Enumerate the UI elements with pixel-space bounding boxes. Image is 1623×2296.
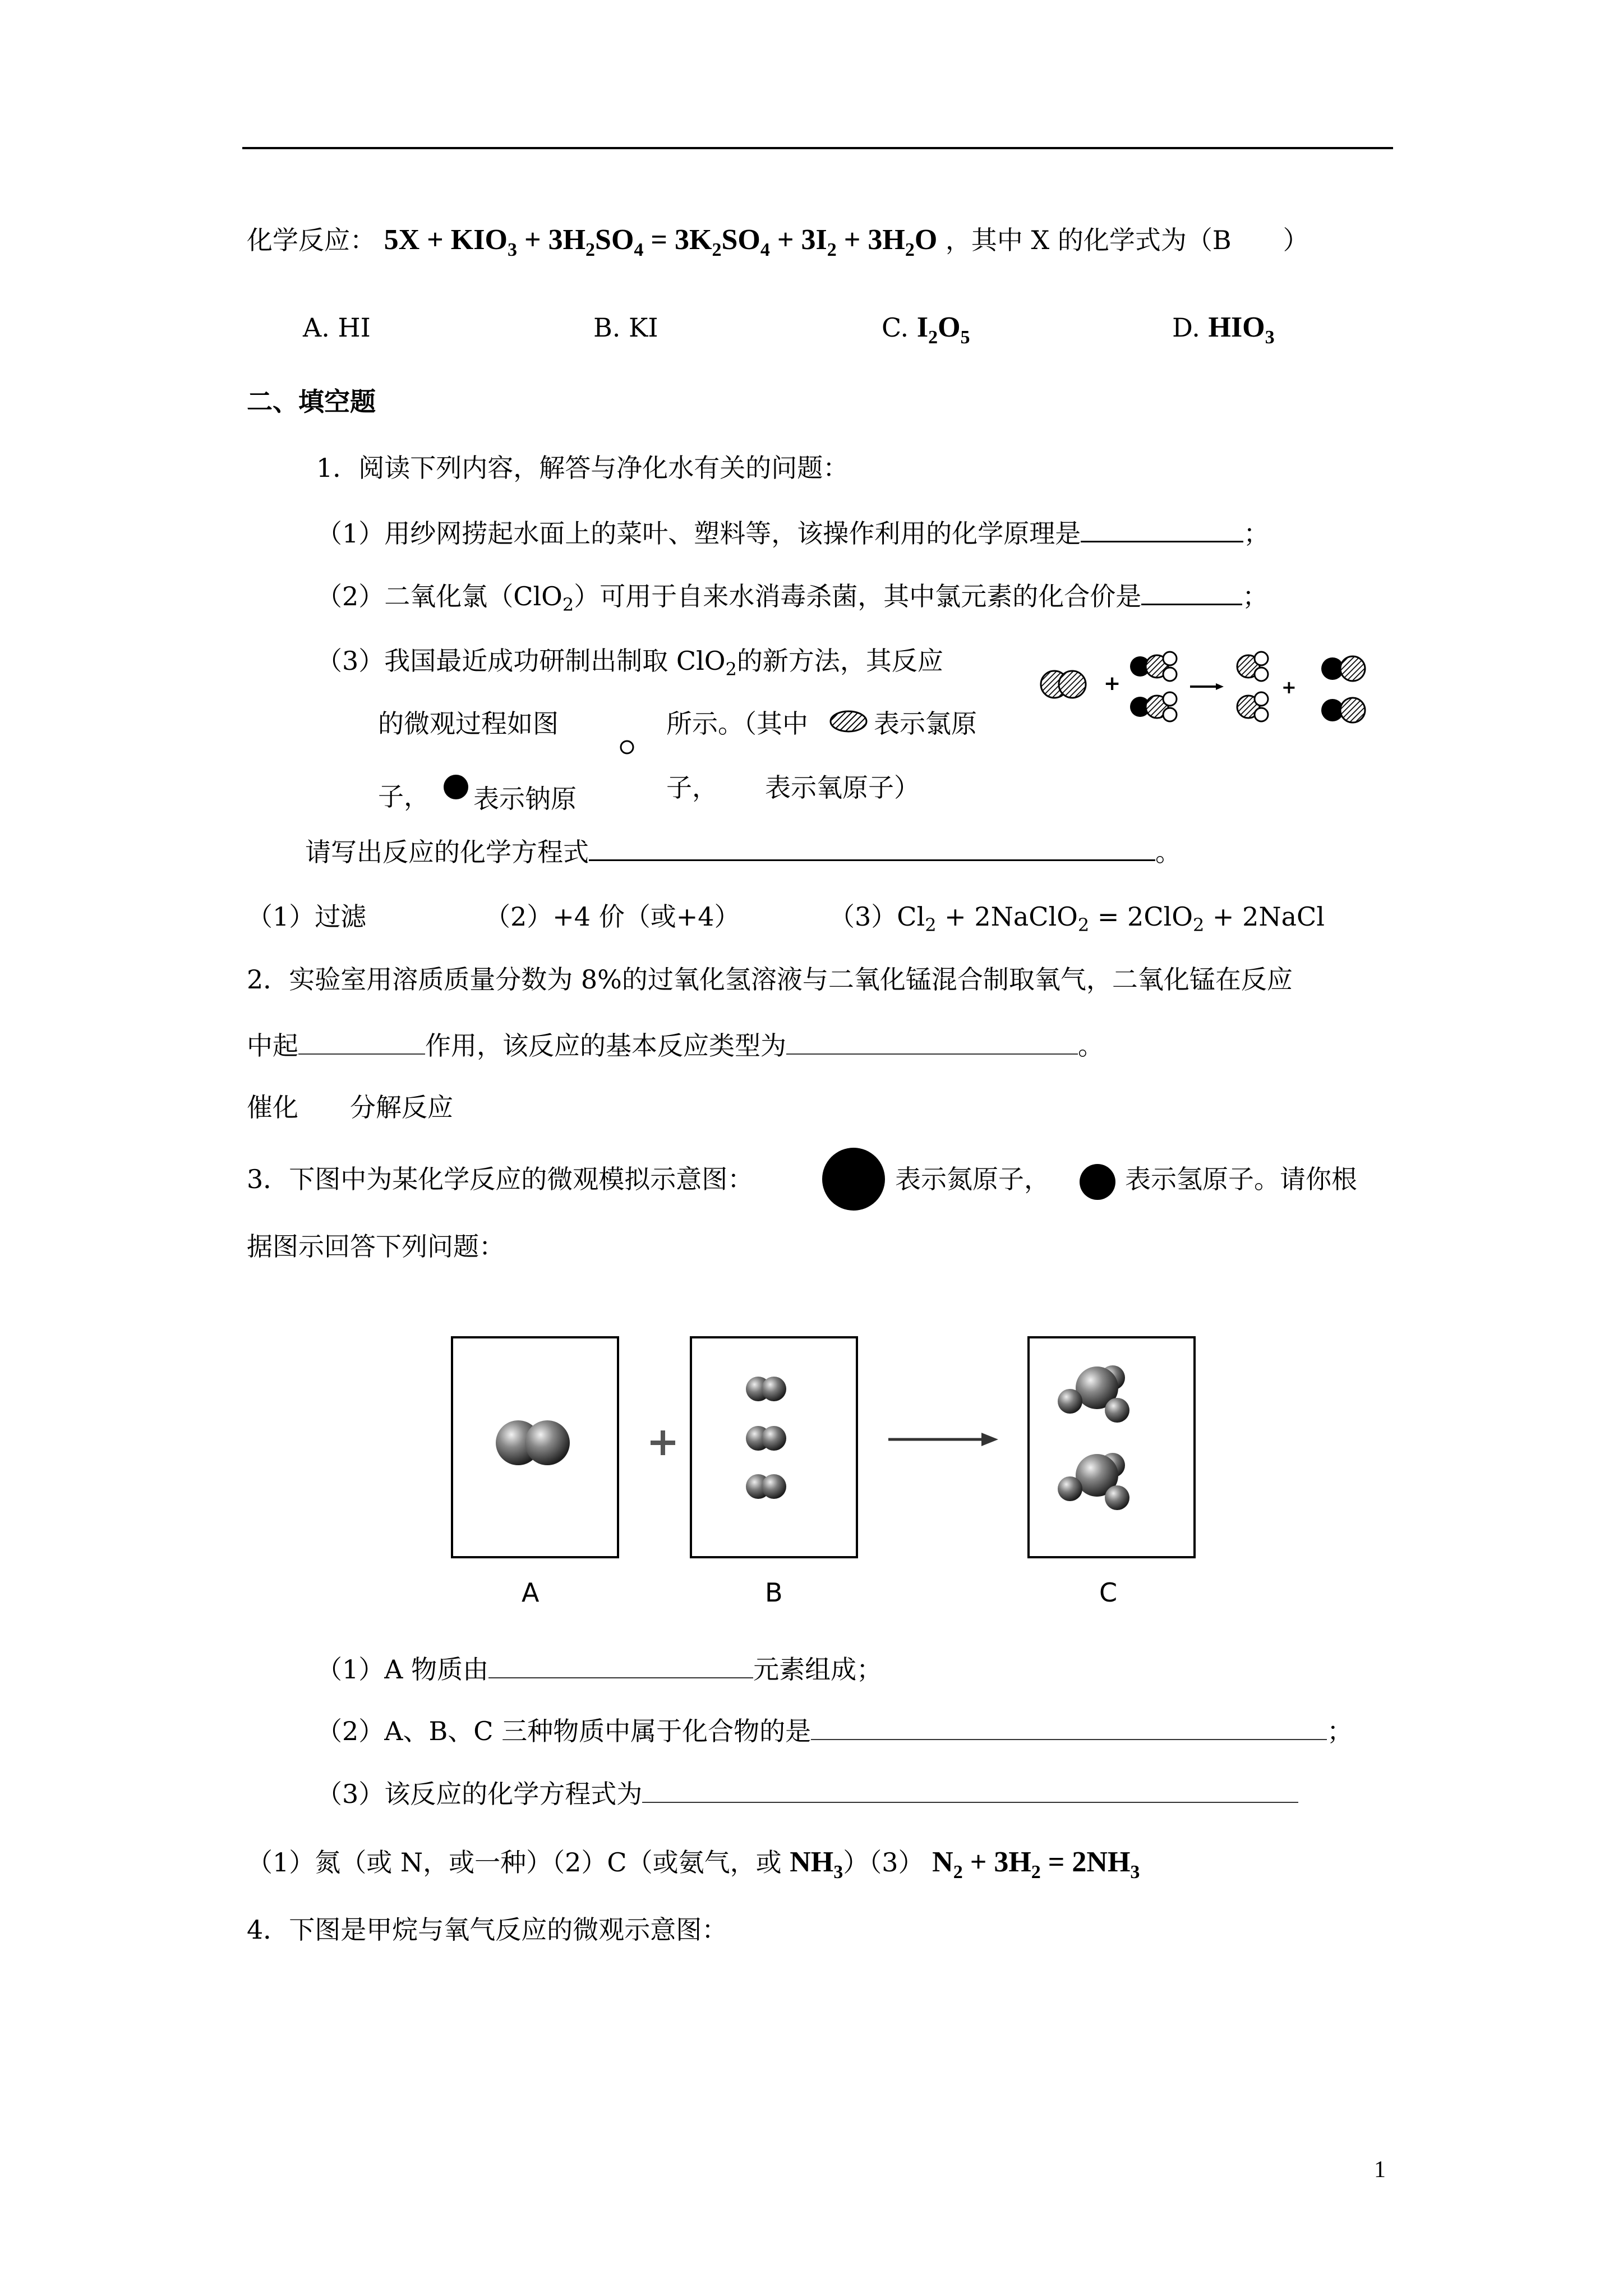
label-b: B xyxy=(765,1577,783,1608)
q1-part3-line3a: 子， xyxy=(378,781,430,812)
equation-suffix: ，其中 X 的化学式为（B ） xyxy=(945,225,1309,255)
q1-stem: 1．阅读下列内容，解答与净化水有关的问题： xyxy=(316,453,849,483)
q2-line2: 中起 作用，该反应的基本反应类型为 。 xyxy=(247,1029,1104,1062)
q3-line1b: 表示氮原子， xyxy=(895,1164,1050,1194)
label-a: A xyxy=(522,1577,540,1608)
oxygen-atom-legend-icon xyxy=(619,739,635,755)
option-a: A. HI xyxy=(303,312,371,343)
q1-blank-1[interactable] xyxy=(1081,516,1243,542)
q3-part2: （2）A、B、C 三种物质中属于化合物的是 ； xyxy=(316,1714,1353,1748)
page-number: 1 xyxy=(1374,2157,1386,2183)
cl2-molecule xyxy=(1041,671,1086,698)
q2-blank-2[interactable] xyxy=(786,1029,1078,1055)
q3-line1a: 3．下图中为某化学反应的微观模拟示意图： xyxy=(247,1164,754,1194)
equation: $5X + KIO_3 + 3H_2SO_4 = 3K_2SO_4 + 3I_2 + 3H_2O$ xyxy=(384,224,938,260)
sodium-atom-legend-icon xyxy=(442,773,470,801)
q1-answer-2: （2）+4 价（或+4） xyxy=(485,901,740,932)
clo2-molecules xyxy=(1237,652,1268,721)
q3-part3: （3）该反应的化学方程式为 xyxy=(316,1777,1298,1811)
q1-part3-line3c: 子， xyxy=(666,772,718,803)
q1-answer-3: $(3)Cl_2$ + 2NaClO$_2$ = 2ClO$_2$ + 2NaCl xyxy=(829,901,1325,936)
q1-part1: （1）用纱网捞起水面上的菜叶、塑料等，该操作利用的化学原理是 ； xyxy=(316,516,1269,550)
option-b: B. KI xyxy=(593,312,658,343)
header-rule xyxy=(242,147,1393,149)
q3-blank-2[interactable] xyxy=(811,1714,1327,1740)
q1-part3-line2b: 所示。（其中 xyxy=(666,708,808,739)
h2-molecules xyxy=(746,1377,786,1499)
svg-text:+: + xyxy=(1104,672,1121,695)
naclo2-molecules xyxy=(1130,652,1177,721)
chlorine-atom-legend-icon xyxy=(829,709,868,734)
section-title: 二、填空题 xyxy=(247,386,376,417)
q1-blank-2[interactable] xyxy=(1141,579,1242,605)
q1-blank-3[interactable] xyxy=(589,835,1155,861)
nh3-molecules xyxy=(1058,1365,1129,1510)
q3-answer: （1）氮（或 N，或一种）（2）C（或氨气，或 $NH_3)(3)$ $N_2 + 3H_2 = 2NH_3$ xyxy=(247,1846,1140,1883)
q3-line1c: 表示氢原子。请你根 xyxy=(1125,1164,1357,1194)
q2-answer: 催化 分解反应 xyxy=(247,1092,453,1122)
q1-part3-line3d: 表示氧原子） xyxy=(765,772,920,803)
q1-part3-line3b: 表示钠原 xyxy=(473,784,577,814)
q1-part3-line2c: 表示氯原 xyxy=(874,708,977,739)
q2-line1: 2．实验室用溶质质量分数为 8%的过氧化氢溶液与二氧化锰混合制取氧气，二氧化锰在反应 xyxy=(247,964,1293,995)
q1-answer-1: （1）过滤 xyxy=(247,901,367,932)
q4-stem: 4．下图是甲烷与氧气反应的微观示意图： xyxy=(247,1915,728,1945)
reaction-arrow xyxy=(888,1433,998,1446)
option-c: C. $I_2O_5$ xyxy=(882,311,970,348)
q3-blank-3[interactable] xyxy=(642,1777,1298,1803)
q1-part3-line2a: 的微观过程如图 xyxy=(378,708,559,739)
plus-sign xyxy=(651,1430,675,1455)
q1-part3-line1: （3）我国最近成功研制出制取 ClO$_2$的新方法，其反应 xyxy=(316,646,943,680)
q3-line2: 据图示回答下列问题： xyxy=(247,1231,505,1262)
q3-part1: （1）A 物质由 元素组成； xyxy=(316,1653,882,1686)
option-d: D. $HIO_3$ xyxy=(1172,311,1275,348)
equation-prefix: 化学反应： xyxy=(247,225,376,255)
hydrogen-atom-legend-icon xyxy=(1079,1163,1116,1200)
n2-molecule xyxy=(496,1420,570,1465)
nh3-reaction-diagram xyxy=(449,1335,1200,1559)
nitrogen-atom-legend-icon xyxy=(821,1147,886,1212)
q1-part2: （2）二氧化氯（ClO$_2$）可用于自来水消毒杀菌，其中氯元素的化合价是 ； xyxy=(316,579,1268,622)
q1-write-equation: 请写出反应的化学方程式 。 xyxy=(305,835,1181,869)
q3-blank-1[interactable] xyxy=(488,1653,753,1678)
svg-text:+: + xyxy=(1281,677,1297,698)
q2-blank-1[interactable] xyxy=(298,1029,425,1055)
nacl-molecules xyxy=(1321,656,1365,723)
clo2-reaction-diagram xyxy=(1038,651,1402,740)
label-c: C xyxy=(1099,1577,1118,1608)
equation-line xyxy=(247,223,1309,267)
